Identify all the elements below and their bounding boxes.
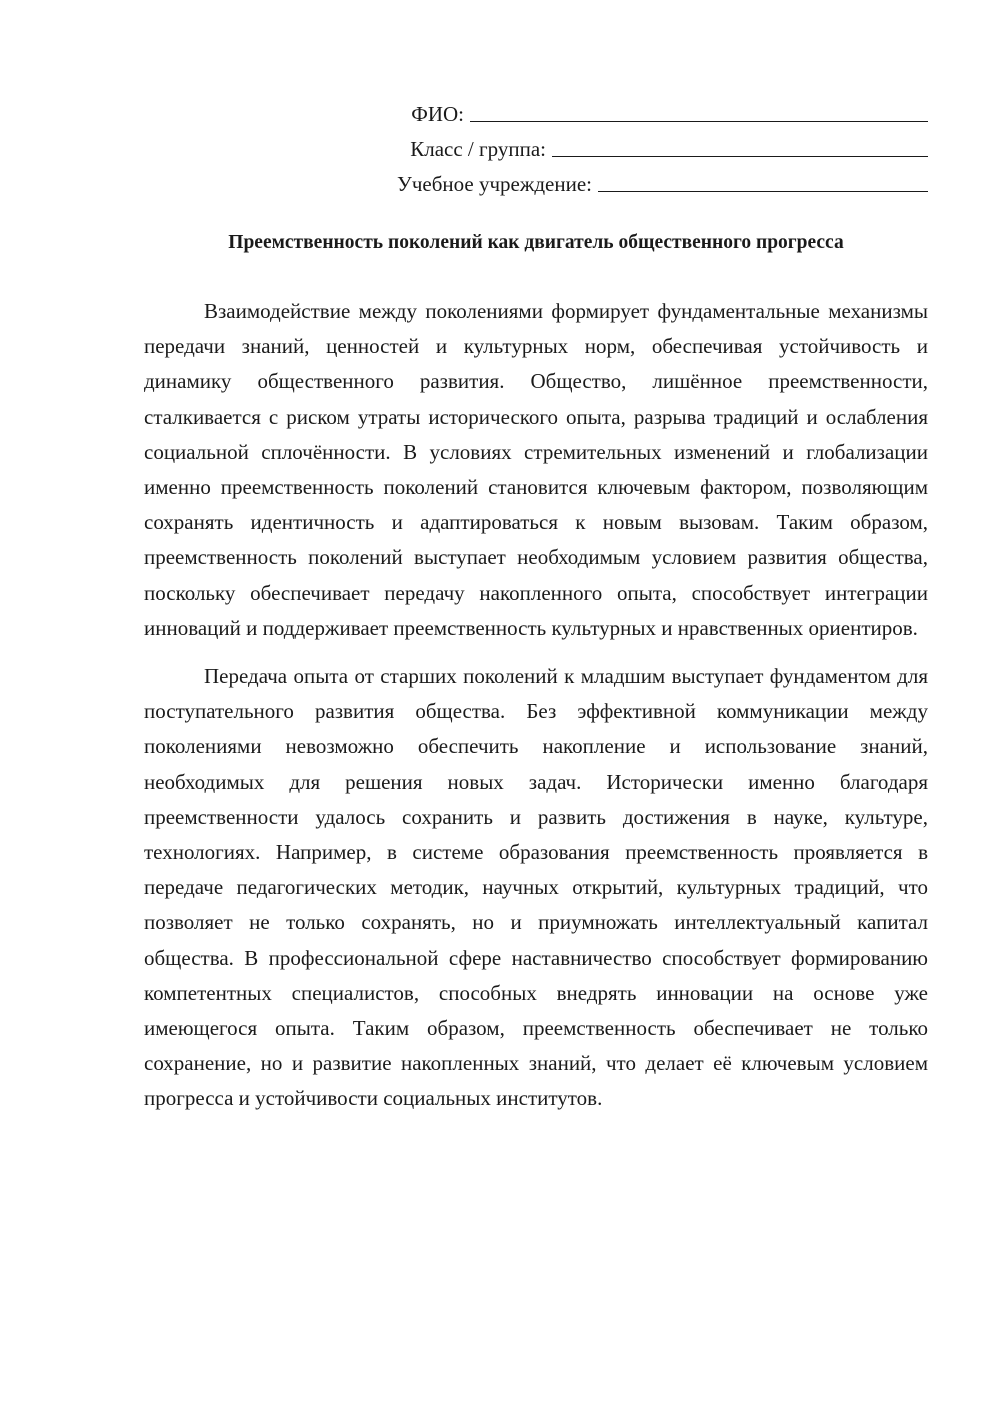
name-label: ФИО: [411,102,464,126]
school-row [328,162,928,197]
name-row [328,92,928,127]
paragraph-1: Взаимодействие между поколениями формирует фундаментальные механизмы передачи знаний, ценностей и культурных норм, обеспечивая устойчивость и динамику общественного развития. Общество, лишённое преемственности, сталкивается с риском утраты исторического опыта, разрыва традиций и ослабления социальной сплочённости. В условиях стремительных изменений и глобализации именно преемственность поколений становится ключевым фактором, позволяющим сохранять идентичность и адаптироваться к новым вызовам. Таким образом, преемственность поколений выступает необходимым условием развития общества, поскольку обеспечивает передачу накопленного опыта, способствует интеграции инноваций и поддерживает преемственность культурных и нравственных ориентиров. [144,299,928,640]
school-label: Учебное учреждение: [396,172,592,196]
essay-title: Преемственность поколений как двигатель общественного прогресса [228,232,844,253]
class-label: Класс / группа: [410,137,546,161]
class-blank-line [552,136,928,157]
essay-body [144,294,928,1130]
school-blank-line [598,171,928,192]
class-row [328,127,928,162]
name-blank-line [470,101,928,122]
paragraph-2: Передача опыта от старших поколений к младшим выступает фундаментом для поступательного развития общества. Без эффективной коммуникации между поколениями невозможно обеспечить накопление и использование знаний, необходимых для решения новых задач. Исторически именно благодаря преемственности удалось сохранить и развить достижения в науке, культуре, технологиях. Например, в системе образования преемственность проявляется в передаче педагогических методик, научных открытий, культурных традиций, что позволяет не только сохранять, но и приумножать интеллектуальный капитал общества. В профессиональной сфере наставничество способствует формированию компетентных специалистов, способных внедрять инновации на основе уже имеющегося опыта. Таким образом, преемственность обеспечивает не только сохранение, но и развитие накопленных знаний, что делает её ключевым условием прогресса и устойчивости социальных институтов. [144,664,928,1111]
student-info-block [328,92,928,197]
